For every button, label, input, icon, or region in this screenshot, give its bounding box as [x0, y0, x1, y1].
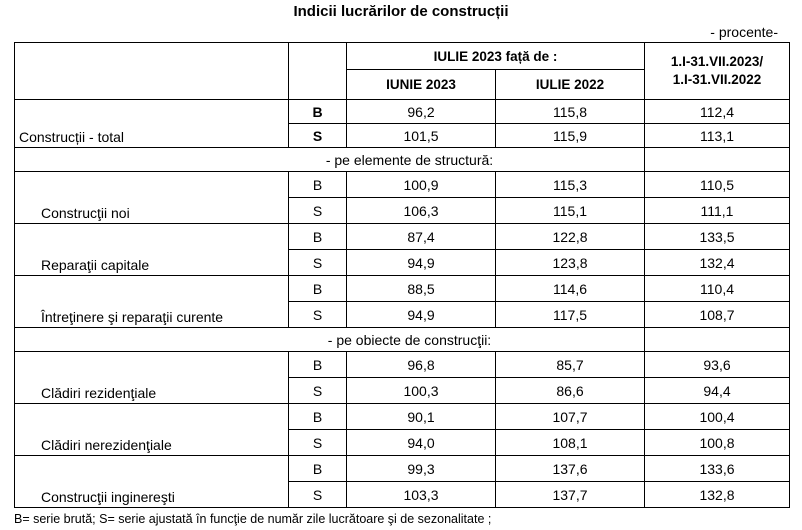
header-cumulative-line1: 1.I-31.VII.2023/ [670, 54, 764, 69]
cell-value: 110,4 [645, 276, 790, 302]
cell-value: 110,5 [645, 172, 790, 198]
table-row [15, 276, 790, 302]
series-type: S [289, 378, 347, 404]
cell-value: 107,7 [496, 404, 645, 430]
section-heading-structure-text: - pe elemente de structură: [325, 151, 494, 168]
cell-value: 94,9 [347, 302, 496, 328]
header-cumulative-line2: 1.I-31.VII.2022 [672, 72, 762, 87]
cell-value: 100,9 [347, 172, 496, 198]
cell-value: 100,8 [645, 430, 790, 456]
cell-value: 100,3 [347, 378, 496, 404]
table-title: Indicii lucrărilor de construcții [293, 3, 509, 20]
cell-value: 94,4 [645, 378, 790, 404]
section-heading-objects-text: - pe obiecte de construcţii: [327, 331, 492, 348]
cell-value: 108,1 [496, 430, 645, 456]
cell-value: 86,6 [496, 378, 645, 404]
cell-value: 96,2 [347, 100, 496, 124]
cell-value: 101,5 [347, 124, 496, 148]
section-empty-cell [645, 328, 790, 352]
table-row [15, 456, 790, 482]
section-row [15, 148, 790, 172]
cell-value: 133,6 [645, 456, 790, 482]
header-empty-type [289, 43, 347, 100]
table-row [15, 100, 790, 124]
cell-value: 100,4 [645, 404, 790, 430]
cell-value: 112,4 [645, 100, 790, 124]
cell-value: 132,8 [645, 482, 790, 508]
cell-value: 88,5 [347, 276, 496, 302]
series-type: S [289, 198, 347, 224]
cell-value: 123,8 [496, 250, 645, 276]
cell-value: 137,7 [496, 482, 645, 508]
cell-value: 132,4 [645, 250, 790, 276]
cell-value: 96,8 [347, 352, 496, 378]
cell-value: 111,1 [645, 198, 790, 224]
cell-value: 90,1 [347, 404, 496, 430]
table-row [15, 352, 790, 378]
footnote: B= serie brută; S= serie ajustată în funcţie de număr zile lucrătoare şi de sezonalitate ; [14, 512, 492, 526]
series-type: S [289, 250, 347, 276]
series-type: B [289, 276, 347, 302]
row-label-non-residential: Clădiri nerezidenţiale [15, 404, 289, 456]
cell-value: 137,6 [496, 456, 645, 482]
series-type: B [289, 100, 347, 124]
table-row [15, 404, 790, 430]
row-label-maintenance: Întreţinere şi reparaţii curente [15, 276, 289, 328]
series-type: S [289, 124, 347, 148]
series-type: B [289, 352, 347, 378]
cell-value: 133,5 [645, 224, 790, 250]
cell-value: 108,7 [645, 302, 790, 328]
cell-value: 85,7 [496, 352, 645, 378]
series-type: S [289, 302, 347, 328]
row-label-new-construction: Construcţii noi [15, 172, 289, 224]
row-label-residential: Clădiri rezidenţiale [15, 352, 289, 404]
series-type: B [289, 404, 347, 430]
cell-value: 115,3 [496, 172, 645, 198]
series-type: B [289, 172, 347, 198]
row-label-total: Construcții - total [15, 100, 289, 148]
cell-value: 99,3 [347, 456, 496, 482]
cell-value: 115,8 [496, 100, 645, 124]
header-row-1 [15, 43, 790, 70]
section-heading-objects [15, 328, 645, 352]
header-col-july: IULIE 2022 [496, 70, 645, 100]
cell-value: 114,6 [496, 276, 645, 302]
section-heading-structure [15, 148, 645, 172]
series-type: S [289, 482, 347, 508]
cell-value: 103,3 [347, 482, 496, 508]
cell-value: 94,9 [347, 250, 496, 276]
header-empty-label [15, 43, 289, 100]
cell-value: 106,3 [347, 198, 496, 224]
table-row [15, 172, 790, 198]
cell-value: 117,5 [496, 302, 645, 328]
header-group: IULIE 2023 față de : [347, 43, 645, 70]
row-label-capital-repairs: Reparaţii capitale [15, 224, 289, 276]
cell-value: 122,8 [496, 224, 645, 250]
cell-value: 93,6 [645, 352, 790, 378]
cell-value: 94,0 [347, 430, 496, 456]
cell-value: 87,4 [347, 224, 496, 250]
series-type: B [289, 456, 347, 482]
cell-value: 115,1 [496, 198, 645, 224]
cell-value: 113,1 [645, 124, 790, 148]
unit-label: - procente- [710, 24, 778, 40]
header-cumulative [645, 43, 790, 100]
series-type: S [289, 430, 347, 456]
section-empty-cell [645, 148, 790, 172]
cell-value: 115,9 [496, 124, 645, 148]
series-type: B [289, 224, 347, 250]
row-label-civil-engineering: Construcţii inginereşti [15, 456, 289, 508]
section-row [15, 328, 790, 352]
header-col-june: IUNIE 2023 [347, 70, 496, 100]
indices-table [14, 42, 790, 508]
table-row [15, 224, 790, 250]
